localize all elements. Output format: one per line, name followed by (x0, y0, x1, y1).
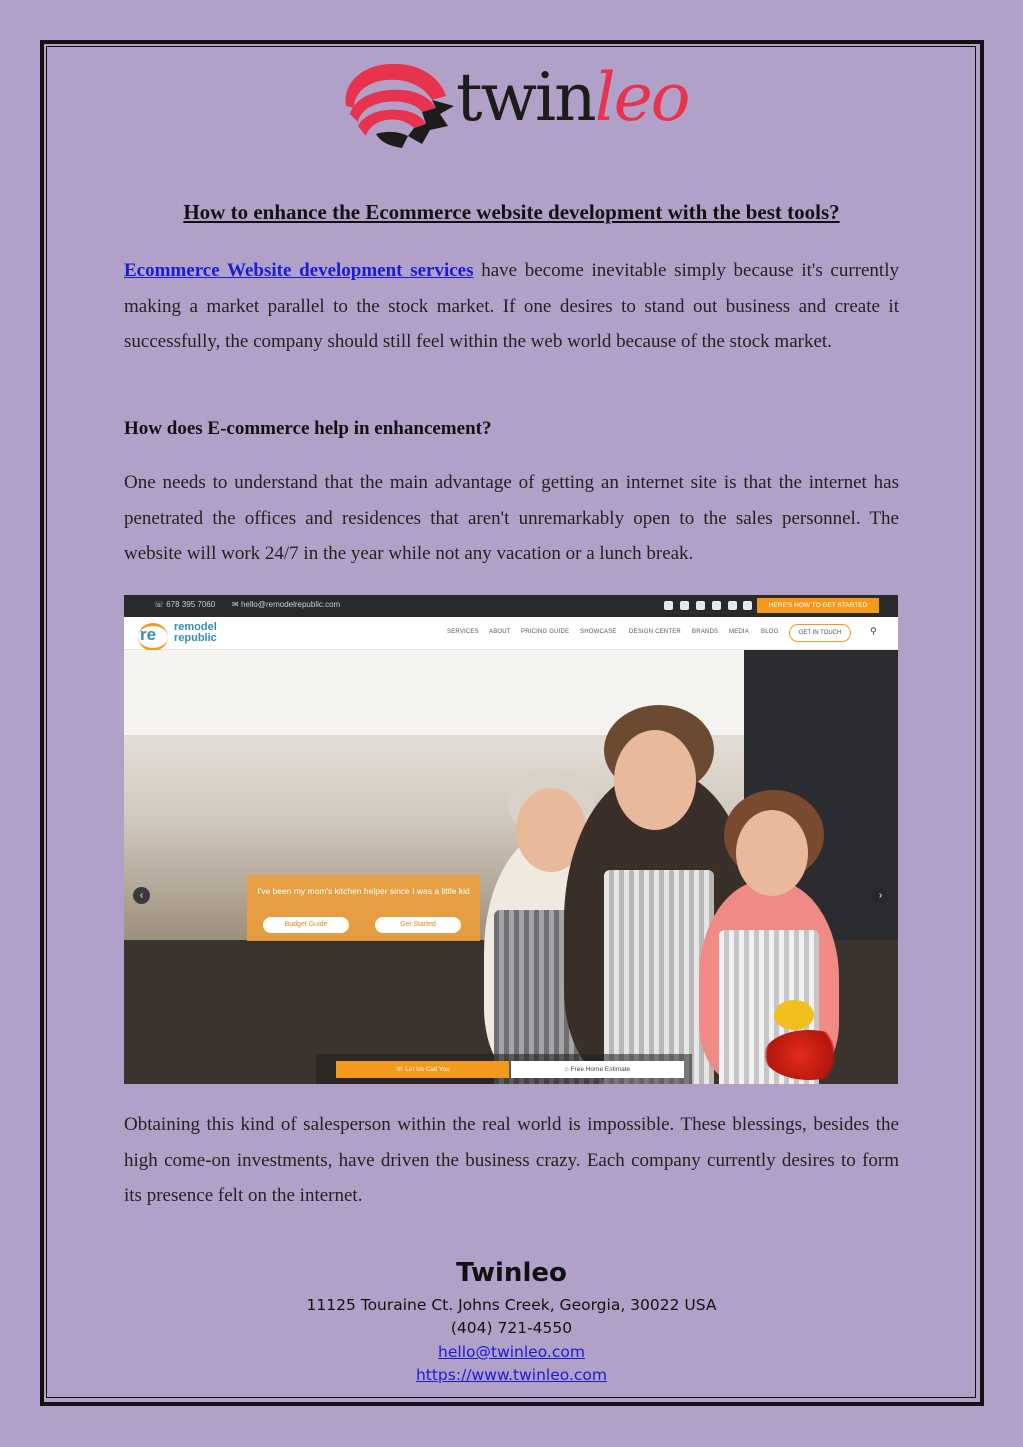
search-icon[interactable]: ⚲ (870, 626, 877, 636)
lion-head-icon (336, 56, 456, 152)
hero-image (124, 650, 898, 1084)
site-topbar (124, 595, 898, 617)
intro-text: have become inevitable simply because it's currently making a market parallel to the stock market. If one desires to stand out business and create it successfully, the company should still feel within the web world because of the stock market. (124, 260, 899, 352)
carousel-next-icon[interactable]: › (872, 887, 889, 904)
footer-phone: (404) 721-4550 (450, 1319, 573, 1337)
linkedin-icon[interactable] (696, 601, 705, 610)
footer-company: Twinleo (456, 1258, 567, 1288)
mother-face (614, 730, 696, 830)
budget-guide-button[interactable]: Budget Guide (263, 917, 349, 933)
hero-quote-card (247, 875, 480, 941)
footer-address: 11125 Touraine Ct. Johns Creek, Georgia, 30022 USA (306, 1296, 717, 1314)
nav-design-center[interactable]: DESIGN CENTER (629, 629, 681, 635)
intro-paragraph (124, 253, 899, 360)
nav-services[interactable]: SERVICES (447, 629, 479, 635)
carousel-prev-icon[interactable]: ‹ (133, 887, 150, 904)
site-navbar (124, 617, 898, 650)
logo-text-leo: leo (594, 59, 689, 136)
article-title: How to enhance the Ecommerce website development with the best tools? (183, 200, 840, 224)
logo-mark: re (140, 625, 157, 644)
get-started-cta[interactable]: HERE'S HOW TO GET STARTED (757, 598, 879, 613)
footer-email-link[interactable]: hello@twinleo.com (438, 1343, 585, 1361)
website-screenshot (124, 595, 898, 1084)
topbar-phone: ☏ 678 395 7060 (154, 600, 216, 609)
remodel-republic-logo[interactable] (140, 622, 230, 646)
youtube-icon[interactable] (743, 601, 752, 610)
girl-face (736, 810, 808, 896)
instagram-icon[interactable] (664, 601, 673, 610)
logo-brand-name: remodel republic (174, 621, 217, 644)
home-estimate-button[interactable]: ⌂ Free Home Estimate (511, 1061, 684, 1078)
nav-pricing-guide[interactable]: PRICING GUIDE (521, 629, 570, 635)
get-in-touch-button[interactable]: GET IN TOUCH (789, 624, 851, 642)
body-paragraph-2: One needs to understand that the main advantage of getting an internet site is that the internet has penetrated the offices and residences that aren't unremarkably open to the sales personnel. The website will work 24/7 in the year while not any vacation or a lunch break. (124, 472, 899, 564)
nav-blog[interactable]: BLOG (761, 629, 779, 635)
hero-bottom-bar (316, 1054, 692, 1084)
pinterest-icon[interactable] (728, 601, 737, 610)
hero-quote: I've been my mom's kitchen helper since I was a little kid (257, 886, 470, 896)
red-peppers (764, 1030, 854, 1080)
houzz-icon[interactable] (712, 601, 721, 610)
call-you-button[interactable]: ☏ Let Us Call You (336, 1061, 509, 1078)
footer-website-link[interactable]: https://www.twinleo.com (415, 1366, 608, 1384)
nav-media[interactable]: MEDIA (729, 629, 750, 635)
logo-wordmark (456, 58, 689, 138)
banana (774, 1000, 814, 1030)
body-paragraph-3: Obtaining this kind of salesperson within the real world is impossible. These blessings, besides the high come-on investments, have driven the business crazy. Each company currently desires to form its presence felt on the internet. (124, 1114, 899, 1206)
nav-brands[interactable]: BRANDS (692, 629, 719, 635)
nav-about[interactable]: ABOUT (489, 629, 511, 635)
topbar-email: ✉ hello@remodelrepublic.com (232, 600, 341, 609)
nav-showcase[interactable]: SHOWCASE (580, 629, 617, 635)
ecommerce-services-link[interactable]: Ecommerce Website development services (124, 260, 474, 281)
logo-text-twin: twin (456, 59, 595, 136)
twinleo-logo (336, 56, 696, 152)
section-heading: How does E-commerce help in enhancement? (124, 418, 492, 439)
get-started-button[interactable]: Get Started (375, 917, 461, 933)
facebook-icon[interactable] (680, 601, 689, 610)
